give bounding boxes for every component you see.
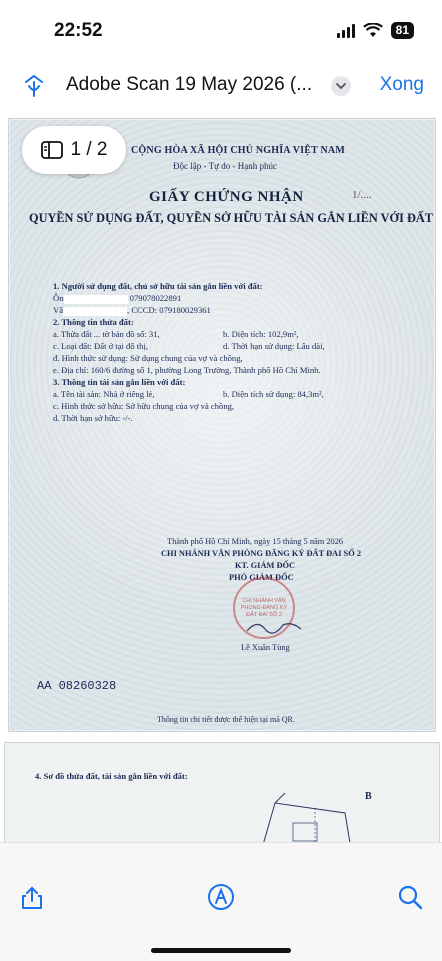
section-2-heading: 2. Thông tin thửa đất: xyxy=(53,317,134,327)
wifi-icon xyxy=(363,23,383,38)
owner-1-line: Ôn 079078022891 xyxy=(53,293,182,303)
land-use-form: đ. Hình thức sử dụng: Sử dụng chung của vợ và chồng, xyxy=(53,353,243,363)
search-icon[interactable] xyxy=(396,883,424,911)
asset-area: b. Diện tích sử dụng: 84,3m², xyxy=(223,389,324,399)
asset-name: a. Tên tài sản: Nhà ở riêng lẻ, xyxy=(53,389,155,399)
certificate-title: GIẤY CHỨNG NHẬN xyxy=(149,189,304,205)
battery-icon: 81 xyxy=(391,22,414,39)
sign-place-date: Thành phố Hồ Chí Minh, ngày 15 tháng 5 năm 2026 xyxy=(167,537,344,546)
bottom-toolbar xyxy=(0,842,442,961)
sign-role: PHÓ GIÁM ĐỐC xyxy=(229,573,294,582)
document-viewer[interactable] xyxy=(0,112,442,842)
document-title[interactable]: Adobe Scan 19 May 2026 (... xyxy=(66,74,313,95)
sign-kt: KT. GIÁM ĐỐC xyxy=(235,561,296,570)
signer-name: Lê Xuân Tùng xyxy=(241,643,290,652)
document-page-1 xyxy=(8,118,436,732)
land-address: e. Địa chỉ: 160/6 đường số 1, phường Long Trường, Thành phố Hồ Chí Minh. xyxy=(53,365,321,375)
north-arrow-label: B xyxy=(365,791,372,802)
certificate-serial: AA 08260328 xyxy=(37,679,117,693)
status-bar xyxy=(0,0,442,62)
markup-icon[interactable] xyxy=(207,883,235,911)
document-page-2 xyxy=(4,742,440,842)
header-motto: Độc lập - Tự do - Hạnh phúc xyxy=(173,161,277,171)
nav-bar xyxy=(0,62,442,112)
header-country: CỘNG HÒA XÃ HỘI CHỦ NGHĨA VIỆT NAM xyxy=(131,145,345,156)
page-indicator-text: 1 / 2 xyxy=(70,139,108,160)
page-indicator[interactable] xyxy=(22,126,126,174)
cellular-signal-icon xyxy=(337,24,355,38)
top-mark: 1/.... xyxy=(352,189,372,201)
signature-mark xyxy=(245,617,305,637)
chevron-down-icon[interactable] xyxy=(331,76,351,96)
share-icon[interactable] xyxy=(18,883,46,911)
home-indicator xyxy=(151,948,291,953)
page-list-icon xyxy=(41,140,63,160)
asset-ownership: c. Hình thức sở hữu: Sở hữu chung của vợ và chồng, xyxy=(53,401,235,411)
asset-term: d. Thời hạn sở hữu: -/-. xyxy=(53,413,133,423)
qr-note: Thông tin chi tiết được thể hiện tại mã QR. xyxy=(157,715,295,724)
status-time: 22:52 xyxy=(54,20,103,41)
done-button[interactable]: Xong xyxy=(379,74,424,95)
parcel-map-line: a. Thửa đất ... tờ bản đồ số: 31, xyxy=(53,329,160,339)
status-icons xyxy=(337,22,414,39)
owner-2-line: Vâ , CCCD: 079180029361 xyxy=(53,305,211,315)
sign-office: CHI NHÁNH VĂN PHÒNG ĐĂNG KÝ ĐẤT ĐAI SỐ 2 xyxy=(161,549,362,558)
land-term: d. Thời hạn sử dụng: Lâu dài, xyxy=(223,341,325,351)
scan-share-icon[interactable] xyxy=(20,72,48,100)
certificate-subtitle: QUYỀN SỬ DỤNG ĐẤT, QUYỀN SỞ HỮU TÀI SẢN GẮN LIỀN VỚI ĐẤT xyxy=(29,211,433,225)
section-4-heading: 4. Sơ đồ thửa đất, tài sản gắn liền với đất: xyxy=(35,771,188,781)
official-stamp: CHI NHÁNH VĂN PHÒNG ĐĂNG KÝ ĐẤT ĐAI SỐ 2 xyxy=(233,577,295,639)
section-3-heading: 3. Thông tin tài sản gắn liền với đất: xyxy=(53,377,186,387)
section-1-heading: 1. Người sử dụng đất, chủ sở hữu tài sản gắn liền với đất: xyxy=(53,281,263,291)
parcel-sketch xyxy=(235,783,385,842)
parcel-area: b. Diện tích: 102,9m², xyxy=(223,329,299,339)
land-type: c. Loại đất: Đất ở tại đô thị, xyxy=(53,341,148,351)
